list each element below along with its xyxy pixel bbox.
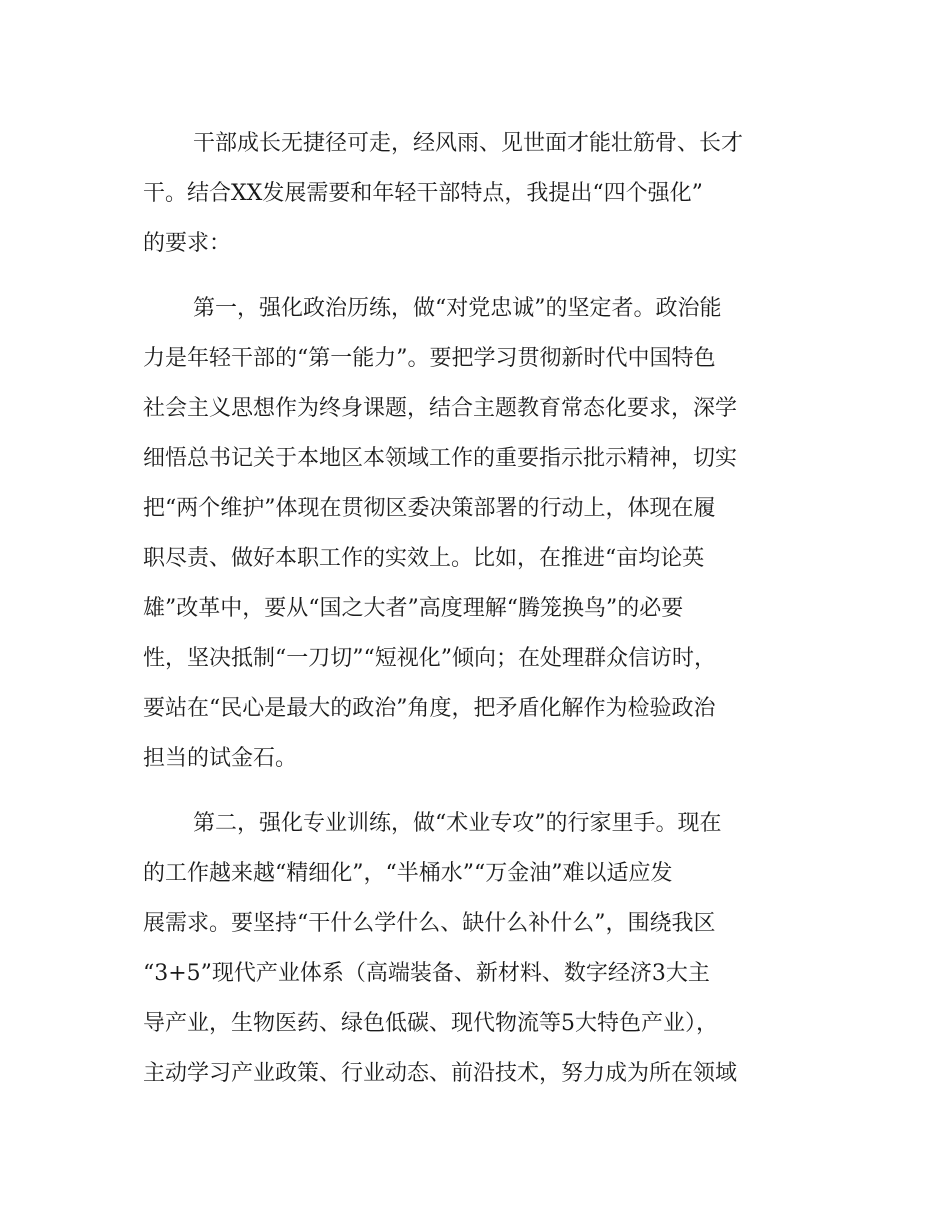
text-line: 职尽责、做好本职工作的实效上。比如，在推进“亩均论英 xyxy=(143,546,705,571)
text-line: 的要求： xyxy=(143,231,232,256)
text-line: 第一，强化政治历练，做“对党忠诚”的坚定者。政治能 xyxy=(193,296,722,321)
text-line: 把“两个维护”体现在贯彻区委决策部署的行动上，体现在履 xyxy=(143,496,716,521)
text-line: 担当的试金石。 xyxy=(143,746,298,771)
text-line: 干部成长无捷径可走，经风雨、见世面才能壮筋骨、长才 xyxy=(193,131,744,156)
text-line: 的工作越来越“精细化”，“半桶水”“万金油”难以适应发 xyxy=(143,861,673,886)
text-line: 干。结合XX发展需要和年轻干部特点，我提出“四个强化” xyxy=(143,181,703,206)
text-line: 展需求。要坚持“干什么学什么、缺什么补什么”，围绕我区 xyxy=(143,911,716,936)
text-line: 导产业，生物医药、绿色低碳、现代物流等5大特色产业）， xyxy=(143,1011,718,1036)
text-line: 雄”改革中，要从“国之大者”高度理解“腾笼换鸟”的必要 xyxy=(143,596,684,621)
text-line: 社会主义思想作为终身课题，结合主题教育常态化要求，深学 xyxy=(143,396,738,421)
text-line: 力是年轻干部的“第一能力”。要把学习贯彻新时代中国特色 xyxy=(143,346,716,371)
text-line: 细悟总书记关于本地区本领域工作的重要指示批示精神，切实 xyxy=(143,446,738,471)
text-line: 主动学习产业政策、行业动态、前沿技术，努力成为所在领域 xyxy=(143,1061,738,1086)
text-line: 第二，强化专业训练，做“术业专攻”的行家里手。现在 xyxy=(193,811,722,836)
text-line: 性，坚决抵制“一刀切”“短视化”倾向；在处理群众信访时， xyxy=(143,646,716,671)
text-line: “3+5”现代产业体系（高端装备、新材料、数字经济3大主 xyxy=(143,961,710,986)
text-line: 要站在“民心是最大的政治”角度，把矛盾化解作为检验政治 xyxy=(143,696,716,721)
